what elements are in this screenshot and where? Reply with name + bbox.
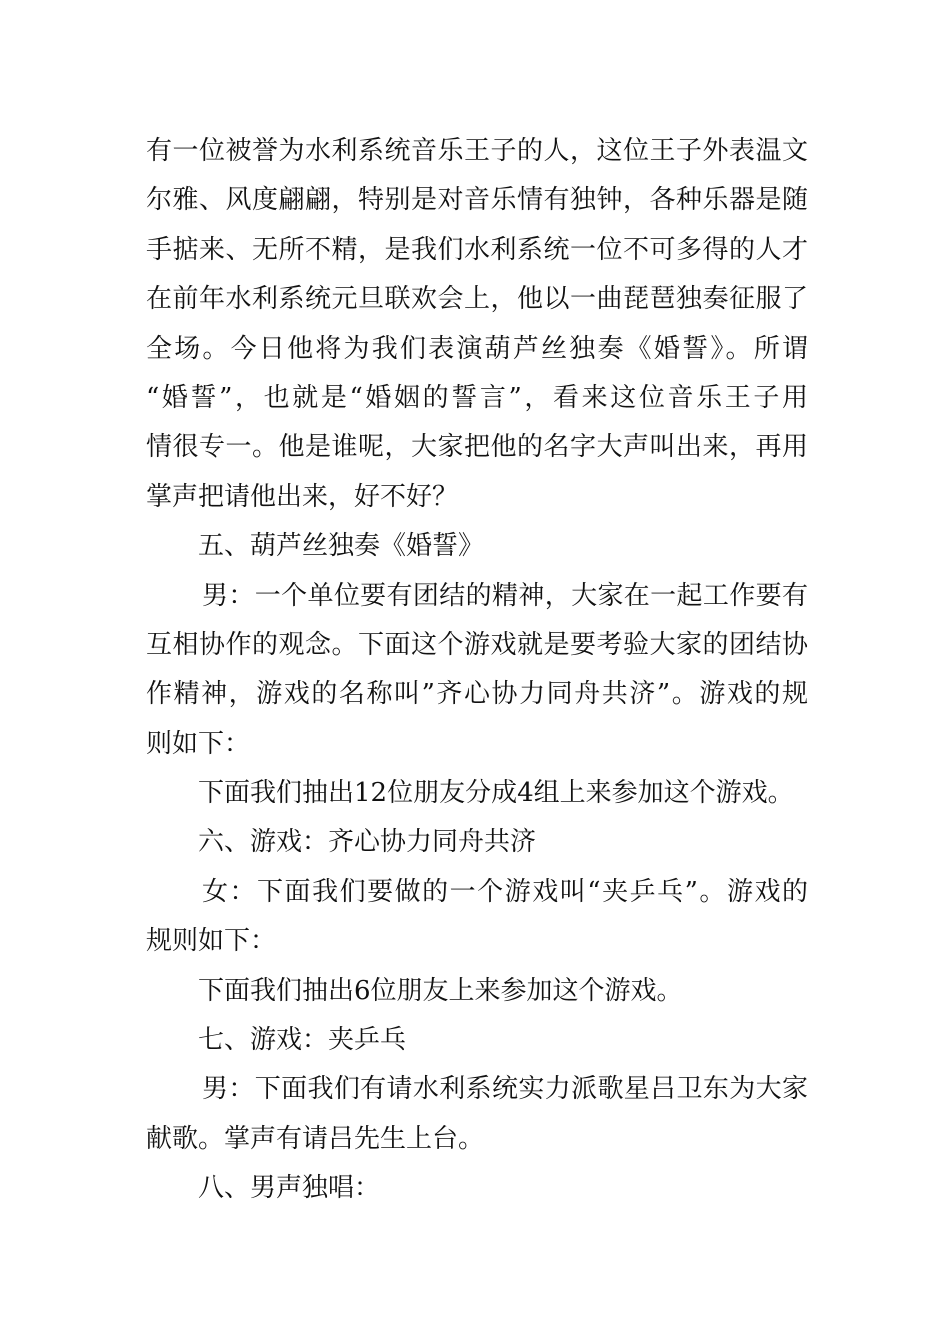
paragraph-line: “婚誓”，也就是“婚姻的誓言”，看来这位音乐王子用 (146, 382, 808, 413)
paragraph-line: 尔雅、风度翩翩，特别是对音乐情有独钟，各种乐器是随 (146, 185, 808, 216)
paragraph-line: 下面我们抽出6位朋友上来参加这个游戏。 (198, 975, 683, 1006)
paragraph-line: 规则如下： (146, 926, 277, 957)
paragraph-line: 男：下面我们有请水利系统实力派歌星吕卫东为大家 (202, 1074, 808, 1105)
section-heading: 七、游戏：夹乒乓 (198, 1025, 407, 1056)
paragraph-line: 在前年水利系统元旦联欢会上，他以一曲琵琶独奏征服了 (146, 284, 808, 315)
section-heading: 八、男声独唱： (198, 1173, 381, 1204)
paragraph-line: 男：一个单位要有团结的精神，大家在一起工作要有 (202, 580, 808, 611)
paragraph-line: 全场。今日他将为我们表演葫芦丝独奏《婚誓》。所谓 (146, 333, 808, 364)
paragraph-line: 情很专一。他是谁呢，大家把他的名字大声叫出来，再用 (146, 432, 808, 463)
paragraph-line: 下面我们抽出12位朋友分成4组上来参加这个游戏。 (198, 778, 794, 809)
paragraph-line: 掌声把请他出来，好不好？ (146, 481, 459, 512)
section-heading: 五、葫芦丝独奏《婚誓》 (198, 531, 485, 562)
document-body (146, 127, 808, 1214)
paragraph-line: 互相协作的观念。下面这个游戏就是要考验大家的团结协 (146, 629, 808, 660)
paragraph-line: 作精神，游戏的名称叫”齐心协力同舟共济”。游戏的规 (146, 679, 808, 710)
section-heading: 六、游戏：齐心协力同舟共济 (198, 827, 537, 858)
paragraph-line: 手掂来、无所不精，是我们水利系统一位不可多得的人才 (146, 234, 808, 265)
paragraph-line: 则如下： (146, 728, 251, 759)
paragraph-line: 有一位被誉为水利系统音乐王子的人，这位王子外表温文 (146, 136, 808, 166)
paragraph-line: 献歌。掌声有请吕先生上台。 (146, 1123, 485, 1154)
paragraph-line: 女：下面我们要做的一个游戏叫“夹乒乓”。游戏的 (202, 876, 808, 907)
